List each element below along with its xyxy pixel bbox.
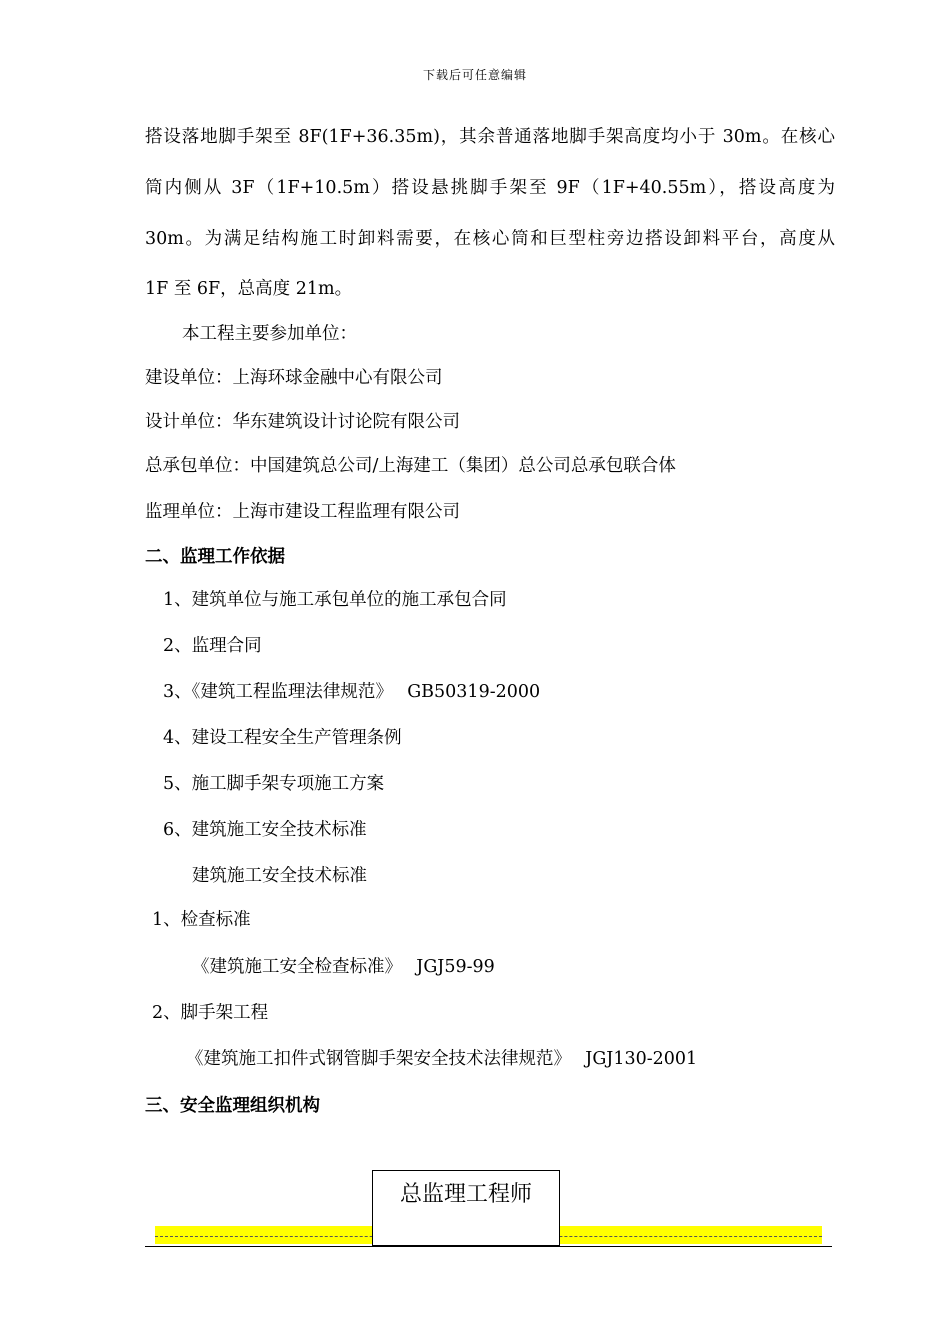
- participant-designer: 设计单位：华东建筑设计讨论院有限公司: [145, 412, 460, 432]
- participant-contractor: 总承包单位：中国建筑总公司/上海建工（集团）总公司总承包联合体: [145, 456, 676, 476]
- participants-intro: 本工程主要参加单位：: [182, 324, 357, 344]
- section-3-title: 三、安全监理组织机构: [145, 1096, 320, 1116]
- intro-line-1: 搭设落地脚手架至 8F(1F+36.35m)，其余普通落地脚手架高度均小于 30m。在核心: [145, 127, 835, 147]
- bottom-rule: [145, 1246, 832, 1247]
- basis-item-5: 5、施工脚手架专项施工方案: [163, 774, 385, 794]
- intro-line-2: 筒内侧从 3F（1F+10.5m）搭设悬挑脚手架至 9F（1F+40.55m），搭设高度为: [145, 178, 835, 198]
- intro-line-3: 30m。为满足结构施工时卸料需要，在核心筒和巨型柱旁边搭设卸料平台，高度从: [145, 229, 835, 249]
- intro-line-4: 1F 至 6F，总高度 21m。: [145, 279, 353, 299]
- basis-item-4: 4、建设工程安全生产管理条例: [163, 728, 402, 748]
- standard-1-label: 1、检查标准: [152, 910, 251, 930]
- standard-2-detail: 《建筑施工扣件式钢管脚手架安全技术法律规范》 JGJ130-2001: [186, 1049, 698, 1069]
- page-header: 下载后可任意编辑: [422, 68, 527, 82]
- standard-1-detail: 《建筑施工安全检查标准》 JGJ59-99: [192, 957, 495, 977]
- participant-supervisor: 监理单位：上海市建设工程监理有限公司: [145, 502, 460, 522]
- section-2-title: 二、监理工作依据: [145, 547, 285, 567]
- standard-2-label: 2、脚手架工程: [152, 1003, 269, 1023]
- basis-item-1: 1、建筑单位与施工承包单位的施工承包合同: [163, 590, 507, 610]
- basis-item-3: 3、《建筑工程监理法律规范》 GB50319-2000: [163, 682, 541, 702]
- basis-item-6: 6、建筑施工安全技术标准: [163, 820, 367, 840]
- org-chart-chief-engineer-label: 总监理工程师: [399, 1182, 532, 1207]
- org-chart-chief-engineer-box: [372, 1170, 560, 1246]
- standards-subtitle: 建筑施工安全技术标准: [192, 866, 367, 886]
- participant-owner: 建设单位：上海环球金融中心有限公司: [145, 368, 443, 388]
- basis-item-2: 2、监理合同: [163, 636, 262, 656]
